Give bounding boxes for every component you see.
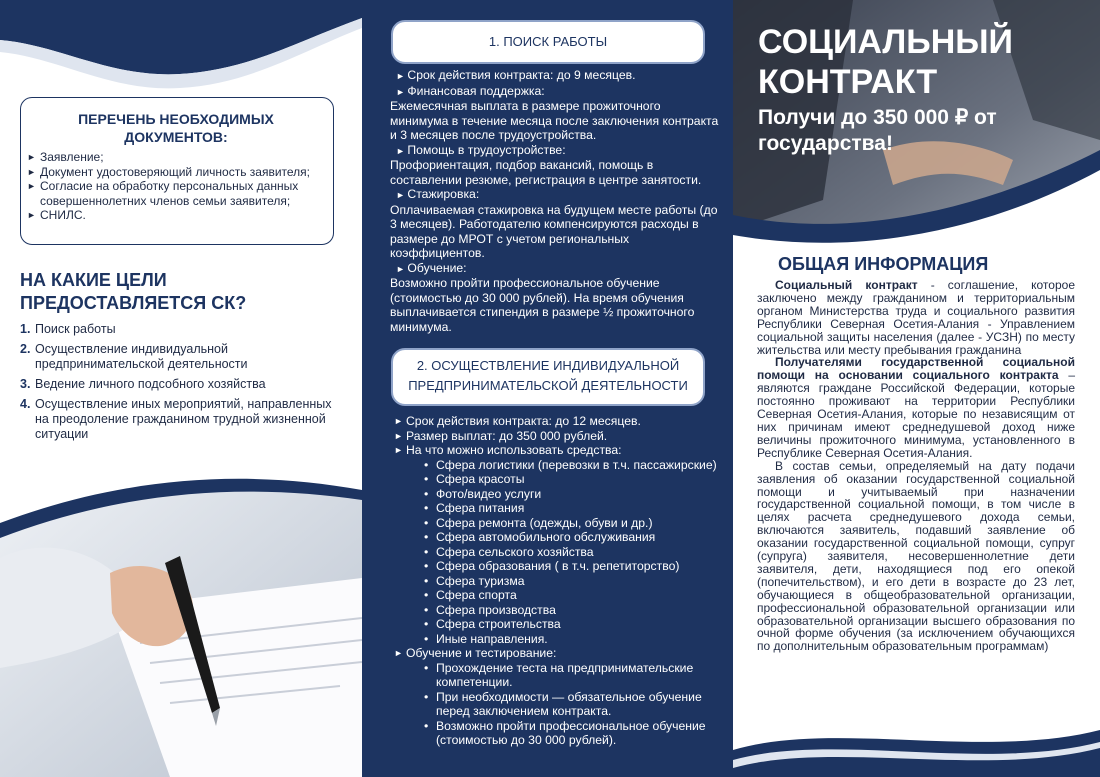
list-item: • Сфера автомобильного обслуживания	[424, 530, 720, 545]
financial-support-label: ► Финансовая поддержка:	[390, 84, 720, 100]
section1-title: 1. ПОИСК РАБОТЫ	[391, 20, 705, 64]
left-panel	[0, 0, 362, 777]
hero-title: СОЦИАЛЬНЫЙ КОНТРАКТ	[758, 23, 1013, 101]
term-line: ► Срок действия контракта: до 9 месяцев.	[390, 68, 720, 84]
info-title: ОБЩАЯ ИНФОРМАЦИЯ	[778, 254, 989, 274]
list-item	[20, 397, 340, 442]
goals-title: НА КАКИЕ ЦЕЛИ ПРЕДОСТАВЛЯЕТСЯ СК?	[20, 270, 247, 313]
list-item: • Сфера ремонта (одежды, обуви и др.)	[424, 516, 720, 531]
goal-number: 2.	[20, 342, 31, 356]
list-item: • Фото/видео услуги	[424, 487, 720, 502]
list-item: ► Срок действия контракта: до 12 месяцев.	[390, 414, 720, 429]
training-label: Обучение и тестирование:	[406, 646, 557, 660]
section2-list	[390, 414, 720, 748]
list-item: • Прохождение теста на предпринимательские компетенции.	[424, 661, 720, 690]
goal-number: 4.	[20, 397, 31, 411]
internship-label: ► Стажировка:	[390, 187, 720, 203]
internship-text: Оплачиваемая стажировка на будущем месте работы (до 3 месяцев). Работодателю компенсируются расходы в размере до МРОТ с учетом региональных коэффициентов.	[390, 202, 718, 260]
bottom-wave-decoration	[733, 690, 1100, 777]
list-item	[390, 443, 720, 646]
list-item: • Сфера строительства	[424, 617, 720, 632]
list-item: ► Размер выплат: до 350 000 рублей.	[390, 429, 720, 444]
list-item: • Сфера сельского хозяйства	[424, 545, 720, 560]
list-item: • Сфера красоты	[424, 472, 720, 487]
hero-subtitle: Получи до 350 000 ₽ от государства!	[758, 106, 997, 155]
info-paragraph: В состав семьи, определяемый на дату подачи заявления об оказании государственной социальной помощи и учитываемый при назначении государственной социальной помощи, в том числе в целях расчета среднедушевого дохода семьи, включаются заявитель, подавший заявление об оказании государственной социальной помощи, супруг (супруга) заявителя, несовершеннолетние дети заявителя, дети, находящиеся под его опекой (попечительством), и его дети в возрасте до 23 лет, обучающиеся в общеобразовательной организации, профессиональной образовательной организации или образовательной организации высшего образования по очной форме обучения (за исключением обучающихся по дополнительным образовательным программам)	[757, 458, 1075, 654]
goal-number: 1.	[20, 322, 31, 336]
employment-help-text: Профориентация, подбор вакансий, помощь в составлении резюме, регистрация в центре занятости.	[390, 158, 702, 187]
list-item: • Иные направления.	[424, 632, 720, 647]
term-bold: Получателями государственной социальной помощи на основании социального контракта	[757, 355, 1075, 383]
list-item: ► Заявление;	[27, 150, 325, 165]
list-item	[20, 377, 340, 392]
usage-list	[406, 458, 720, 647]
goal-text: Поиск работы	[35, 322, 116, 336]
list-item: • Сфера логистики (перевозки в т.ч. пассажирские)	[424, 458, 720, 473]
info-body	[757, 279, 1075, 653]
documents-title: ПЕРЕЧЕНЬ НЕОБХОДИМЫХ ДОКУМЕНТОВ:	[78, 111, 274, 145]
list-item	[390, 646, 720, 748]
list-item	[20, 322, 340, 337]
usage-label: На что можно использовать средства:	[406, 443, 622, 457]
list-item	[20, 342, 340, 372]
section1-content	[390, 68, 720, 334]
hand-signing-document-photo	[0, 468, 362, 777]
goal-text: Осуществление индивидуальной предпринимательской деятельности	[35, 342, 248, 371]
goal-number: 3.	[20, 377, 31, 391]
goal-text: Ведение личного подсобного хозяйства	[35, 377, 266, 391]
list-item: ► СНИЛС.	[27, 208, 325, 223]
education-text: Возможно пройти профессиональное обучение (стоимостью до 30 000 рублей). На время обучения выплачивается стипендия в размере ½ прожиточного минимума.	[390, 276, 695, 334]
info-paragraph	[757, 279, 1075, 356]
term-bold: Социальный контракт	[775, 278, 918, 292]
goal-text: Осуществление иных мероприятий, направленных на преодоление гражданином трудной жизненной ситуации	[35, 397, 332, 441]
financial-support-text: Ежемесячная выплата в размере прожиточного минимума в течение месяца после заключения контракта и 3 месяцев после трудоустройства.	[390, 99, 719, 142]
right-panel	[733, 0, 1100, 777]
top-wave-decoration	[0, 0, 362, 110]
list-item: • Сфера образования ( в т.ч. репетиторство)	[424, 559, 720, 574]
list-item: • Сфера спорта	[424, 588, 720, 603]
list-item: • Сфера производства	[424, 603, 720, 618]
section2-content	[390, 414, 720, 748]
list-item: ► Согласие на обработку персональных данных совершеннолетних членов семьи заявителя;	[27, 179, 325, 208]
list-item: • Возможно пройти профессиональное обучение (стоимостью до 30 000 рублей).	[424, 719, 720, 748]
documents-list	[27, 150, 325, 223]
training-list	[406, 661, 720, 748]
list-item: • Сфера туризма	[424, 574, 720, 589]
paragraph-text: - соглашение, которое заключено между гражданином и территориальным органом Министерства труда и социального развития Республики Северная Осетия-Алания - Управлением социальной защиты населения (далее - УСЗН) по месту жительства или месту пребывания гражданина	[757, 278, 1075, 357]
list-item: • Сфера питания	[424, 501, 720, 516]
goals-list	[20, 322, 340, 447]
paragraph-text: – являются граждане Российской Федерации, которые постоянно проживают на территории Республики Северная Осетия-Алания, которые по независящим от них причинам имеют среднедушевой доход ниже величины прожиточного минимума, установленного в Республике Северная Осетия-Алания.	[757, 368, 1076, 460]
education-label: ► Обучение:	[390, 261, 720, 277]
employment-help-label: ► Помощь в трудоустройстве:	[390, 143, 720, 159]
middle-panel	[362, 0, 733, 777]
documents-box	[20, 97, 334, 245]
info-paragraph	[757, 356, 1075, 459]
list-item: • При необходимости — обязательное обучение перед заключением контракта.	[424, 690, 720, 719]
list-item: ► Документ удостоверяющий личность заявителя;	[27, 165, 325, 180]
section2-title: 2. ОСУЩЕСТВЛЕНИЕ ИНДИВИДУАЛЬНОЙ ПРЕДПРИНИМАТЕЛЬСКОЙ ДЕЯТЕЛЬНОСТИ	[391, 348, 705, 406]
